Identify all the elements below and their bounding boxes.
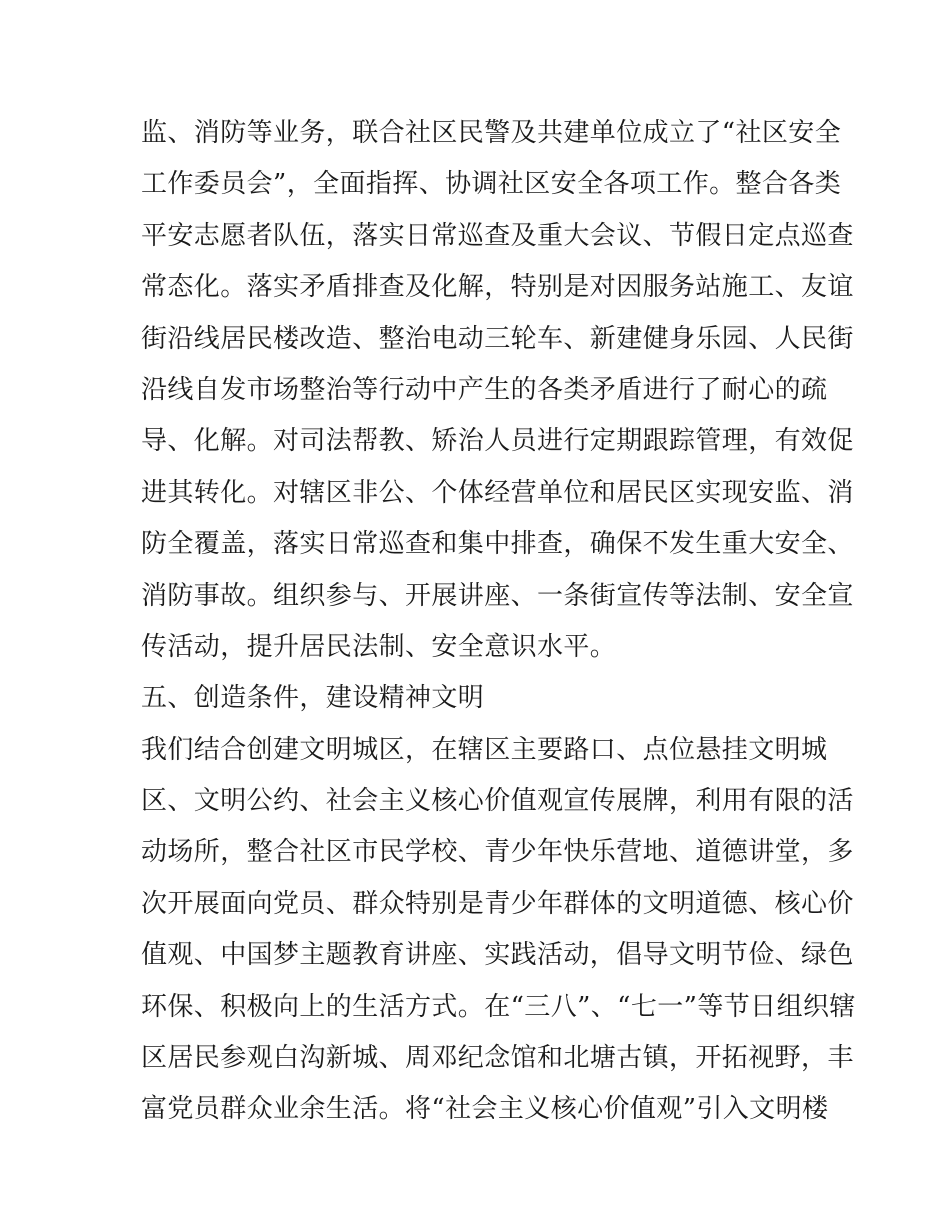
section-heading: 五、创造条件，建设精神文明: [141, 683, 485, 714]
body-text: [141, 108, 856, 1136]
text-line: 防全覆盖，落实日常巡查和集中排查，确保不发生重大安全、: [141, 529, 854, 560]
text-line: 街沿线居民楼改造、整治电动三轮车、新建健身乐园、人民街: [141, 323, 854, 354]
text-line: 次开展面向党员、群众特别是青少年群体的文明道德、核心价: [141, 888, 854, 919]
text-line: 区、文明公约、社会主义核心价值观宣传展牌，利用有限的活: [141, 786, 854, 817]
text-line: 导、化解。对司法帮教、矫治人员进行定期跟踪管理，有效促: [141, 426, 854, 457]
text-line: 常态化。落实矛盾排查及化解，特别是对因服务站施工、友谊: [141, 272, 854, 303]
text-line: 工作委员会”，全面指挥、协调社区安全各项工作。整合各类: [141, 169, 842, 200]
text-line: 动场所，整合社区市民学校、青少年快乐营地、道德讲堂，多: [141, 837, 854, 868]
text-line: 平安志愿者队伍，落实日常巡查及重大会议、节假日定点巡查: [141, 220, 854, 251]
text-line: 值观、中国梦主题教育讲座、实践活动，倡导文明节俭、绿色: [141, 940, 854, 971]
text-line: 环保、积极向上的生活方式。在“三八”、“七一”等节日组织辖: [141, 991, 856, 1022]
text-line: 传活动，提升居民法制、安全意识水平。: [141, 631, 617, 662]
text-line: 我们结合创建文明城区，在辖区主要路口、点位悬挂文明城: [141, 734, 828, 765]
text-line: 消防事故。组织参与、开展讲座、一条街宣传等法制、安全宣: [141, 580, 854, 611]
text-line: 区居民参观白沟新城、周邓纪念馆和北塘古镇，开拓视野，丰: [141, 1043, 854, 1074]
text-line: 监、消防等业务，联合社区民警及共建单位成立了“社区安全: [141, 118, 842, 148]
text-line: 沿线自发市场整治等行动中产生的各类矛盾进行了耐心的疏: [141, 374, 828, 405]
text-line: 富党员群众业余生活。将“社会主义核心价值观”引入文明楼: [141, 1094, 829, 1125]
text-line: 进其转化。对辖区非公、个体经营单位和居民区实现安监、消: [141, 477, 854, 508]
